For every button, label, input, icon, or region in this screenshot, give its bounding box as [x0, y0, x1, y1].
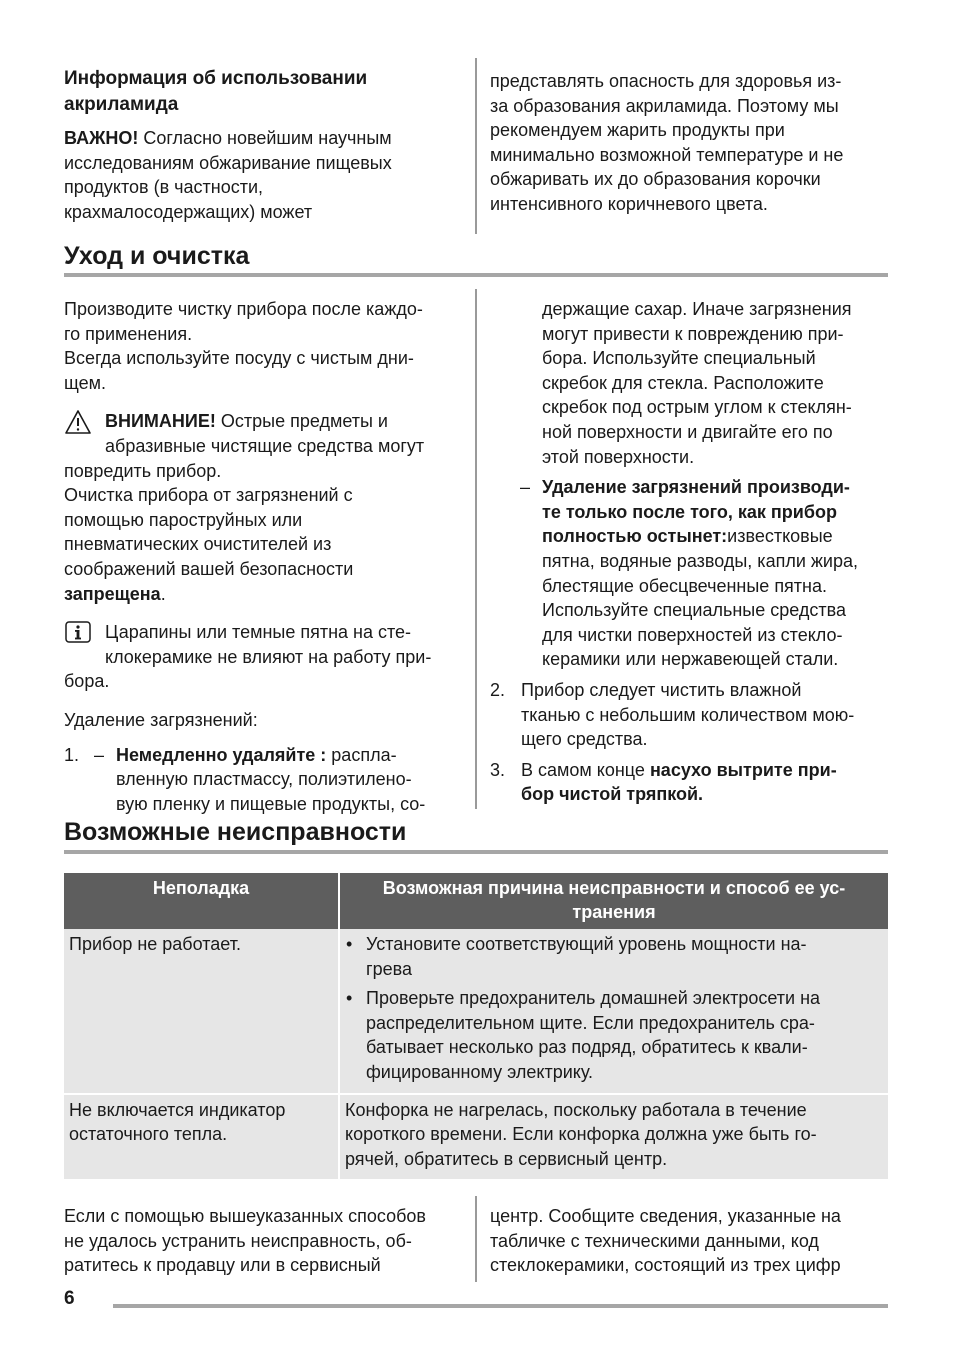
section-rule-troubleshooting: [64, 850, 888, 854]
important-label: ВАЖНО!: [64, 128, 139, 148]
page-number: 6: [64, 1288, 75, 1309]
step-number: 2.: [490, 679, 506, 700]
section-title-care: Уход и очистка: [64, 242, 250, 270]
problem-cell: Прибор не работает.: [64, 929, 338, 1093]
dash-marker: –: [94, 744, 105, 765]
acrylamide-left-column: [64, 66, 464, 224]
acrylamide-heading: Информация об использовании акриламида: [64, 68, 368, 115]
bullet-marker: •: [346, 988, 353, 1009]
section-title-troubleshooting: Возможные неисправности: [64, 818, 407, 846]
step-number: 3.: [490, 759, 506, 780]
table-header-problem: Неполадка: [64, 873, 338, 929]
acrylamide-text-left: ВАЖНО! Согласно новейшим научным исследованиям обжаривание пищевых продуктов (в частности, крахмалосодержащих) может: [64, 128, 392, 222]
warning-block: ВНИМАНИЕ! Острые предметы и абразивные чистящие средства могут повредить прибор. Очистка прибора от загрязнений с помощью пароструйных или пневматических очистителей из соображений вашей безопасности запрещена.: [64, 411, 425, 604]
problem-cell: Не включается индикатор остаточного тепла.: [64, 1093, 338, 1180]
column-divider: [475, 58, 477, 234]
column-divider: [475, 289, 477, 809]
solution-bullet-item: • Проверьте предохранитель домашней электросети на распределительном щите. Если предохранитель сра- батывает несколько раз подряд, обратитесь к квали- фицированному электрику.: [346, 988, 821, 1082]
step-2: 2. Прибор следует чистить влажной тканью с небольшим количеством мою- щего средства.: [490, 679, 855, 750]
acrylamide-right-column: представлять опасность для здоровья из- за образования акриламида. Поэтому мы рекомендуем жарить продукты при минимально возможной температуре и не обжаривать их до образования корочки интенсивного коричневого цвета.: [490, 71, 844, 214]
solution-bullet-item: • Установите соответствующий уровень мощности на- грева: [346, 934, 807, 979]
footer-rule: [113, 1304, 888, 1308]
care-intro: Производите чистку прибора после каждо- го применения. Всегда используйте посуду с чистым дни- щем.: [64, 299, 423, 393]
table-header-row: [64, 873, 888, 929]
info-block: Царапины или темные пятна на сте- клокерамике не влияют на работу при- бора.: [64, 620, 464, 694]
solution-cell: [338, 929, 888, 1093]
warning-label: ВНИМАНИЕ!: [105, 411, 216, 432]
step-1-second-item: – Удаление загрязнений производи- те только после того, как прибор полностью остынет:известковые пятна, водяные разводы, капли жира, блестящие обесцвеченные пятна. Используйте специальные средства для чистки поверхностей из стекло- керамики или нержавеющей стали.: [520, 477, 859, 670]
step-3: 3. В самом конце насухо вытрите при- бор чистой тряпкой.: [490, 759, 837, 805]
section-rule-care: [64, 273, 888, 277]
troubleshooting-table: [64, 873, 888, 1179]
solution-cell: Конфорка не нагрелась, поскольку работала в течение короткого времени. Если конфорка должна уже быть го- рячей, обратитесь в сервисный центр.: [338, 1093, 888, 1180]
forbidden-text: запрещена: [64, 583, 161, 604]
table-header-solution: Возможная причина неисправности и способ ее ус- транения: [338, 873, 888, 929]
step-1: 1. – Немедленно удаляйте : распла- вленную пластмассу, полиэтилено- вую пленку и пищевые продукты, со-: [64, 744, 426, 814]
care-right-column: [490, 297, 890, 807]
removal-label: Удаление загрязнений:: [64, 709, 258, 730]
dash-marker: –: [520, 477, 531, 498]
table-row: [64, 929, 888, 1093]
warning-triangle-icon: [64, 409, 94, 435]
bullet-marker: •: [346, 934, 353, 954]
info-icon: [64, 619, 94, 645]
table-row: [64, 1093, 888, 1180]
step-1-continued: держащие сахар. Иначе загрязнения могут привести к повреждению при- бора. Используйте специальный скребок для стекла. Расположите скребок под острым углом к стеклян- ной поверхности и двигайте его по этой поверхности.: [542, 299, 852, 467]
care-left-column: [64, 297, 464, 816]
step-number: 1.: [64, 744, 80, 765]
column-divider: [475, 1196, 477, 1282]
footer-text-left: Если с помощью вышеуказанных способов не удалось устранить неисправность, об- ратитесь к продавцу или в сервисный: [64, 1206, 426, 1276]
footer-text-right: центр. Сообщите сведения, указанные на табличке с техническими данными, код стеклокерамики, состоящий из трех цифр: [490, 1206, 841, 1276]
